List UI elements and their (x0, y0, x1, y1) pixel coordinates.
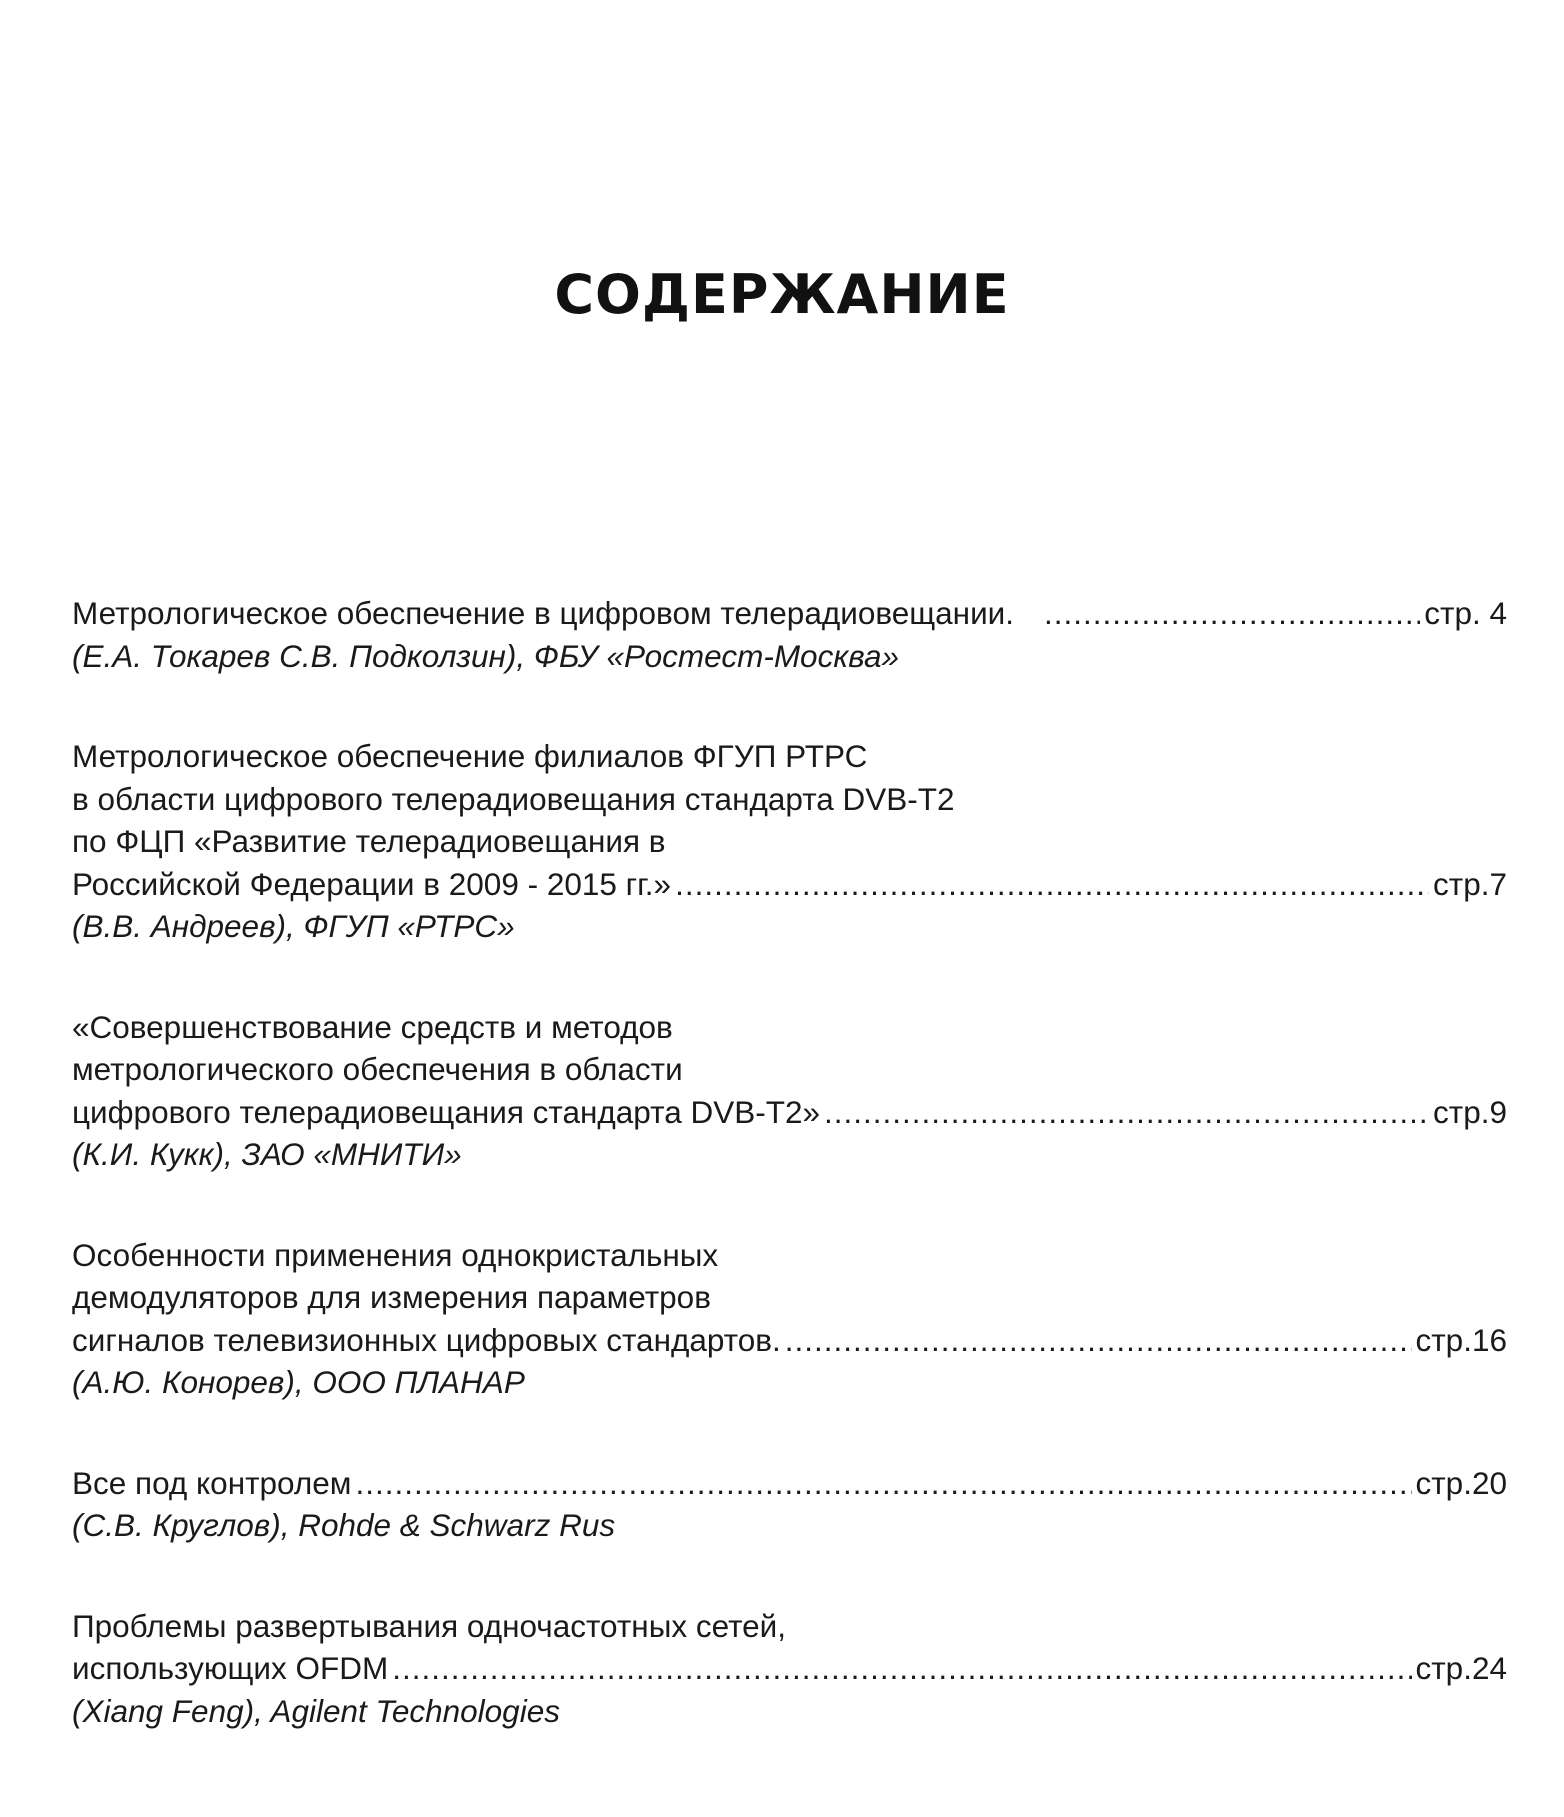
toc-entry-title-line: Проблемы развертывания одночастотных сетей, (72, 1607, 787, 1644)
toc-entry-title-text: использующих OFDM (72, 1650, 389, 1686)
toc-entry-author: (Е.А. Токарев С.В. Подколзин), ФБУ «Ростест-Москва» (72, 637, 899, 674)
toc-entry-title-line (72, 1091, 1507, 1134)
toc-entry-title-line: по ФЦП «Развитие телерадиовещания в (72, 823, 666, 859)
toc-entry-title-line: «Совершенствование средств и методов (72, 1008, 673, 1045)
toc-entry-title-line (72, 1647, 1507, 1690)
toc-entry (72, 592, 1507, 677)
toc-entry-title-line: метрологического обеспечения в области (72, 1051, 683, 1087)
toc-entry-page: стр.24 (1415, 1650, 1507, 1686)
toc-entry-title-line: демодуляторов для измерения параметров (72, 1279, 711, 1315)
dot-leader (824, 1091, 1429, 1134)
toc-entry-title-text: Российской Федерации в 2009 - 2015 гг.» (72, 865, 672, 902)
toc-entry (72, 1006, 1507, 1176)
toc-entry-title-line (72, 1319, 1507, 1362)
toc-entry-author: (В.В. Андреев), ФГУП «РТРС» (72, 908, 515, 944)
toc-entry-page: стр.20 (1415, 1464, 1507, 1501)
dot-leader (392, 1647, 1411, 1690)
toc-entry (72, 735, 1507, 948)
toc-entry-title-line (72, 863, 1507, 906)
toc-entry-page: стр. 4 (1424, 595, 1507, 631)
dot-leader (785, 1319, 1412, 1362)
toc-entry-page: стр.16 (1415, 1321, 1507, 1358)
dot-leader (675, 863, 1429, 906)
toc-entry-title-text: цифрового телерадиовещания стандарта DVB-T2» (72, 1093, 821, 1130)
toc-entry-author: (К.И. Кукк), ЗАО «МНИТИ» (72, 1136, 462, 1172)
toc-entry-title-line: в области цифрового телерадиовещания стандарта DVB-T2 (72, 780, 955, 817)
dot-leader (1044, 592, 1420, 635)
toc-entry-title-line: Особенности применения однокристальных (72, 1236, 719, 1273)
page-title: СОДЕРЖАНИЕ (554, 263, 1010, 326)
table-of-contents (72, 592, 1507, 1790)
toc-entry-title-text: сигналов телевизионных цифровых стандартов. (72, 1321, 781, 1358)
toc-entry (72, 1234, 1507, 1404)
toc-entry-title-text: Метрологическое обеспечение в цифровом телерадиовещании. (72, 595, 1015, 631)
toc-entry (72, 1605, 1507, 1733)
toc-entry (72, 1462, 1507, 1547)
dot-leader (355, 1462, 1411, 1505)
toc-entry-page: стр.9 (1433, 1093, 1507, 1130)
toc-entry-title-text: Все под контролем (72, 1464, 352, 1501)
toc-entry-author: (Xiang Feng), Agilent Technologies (72, 1692, 560, 1729)
toc-entry-title-line (72, 592, 1507, 635)
toc-entry-author: (С.В. Круглов), Rohde & Schwarz Rus (72, 1507, 616, 1543)
toc-entry-title-line (72, 1462, 1507, 1505)
toc-entry-page: стр.7 (1433, 865, 1507, 902)
toc-entry-title-line: Метрологическое обеспечение филиалов ФГУП РТРС (72, 738, 868, 774)
toc-entry-author: (А.Ю. Конорев), ООО ПЛАНАР (72, 1364, 525, 1400)
